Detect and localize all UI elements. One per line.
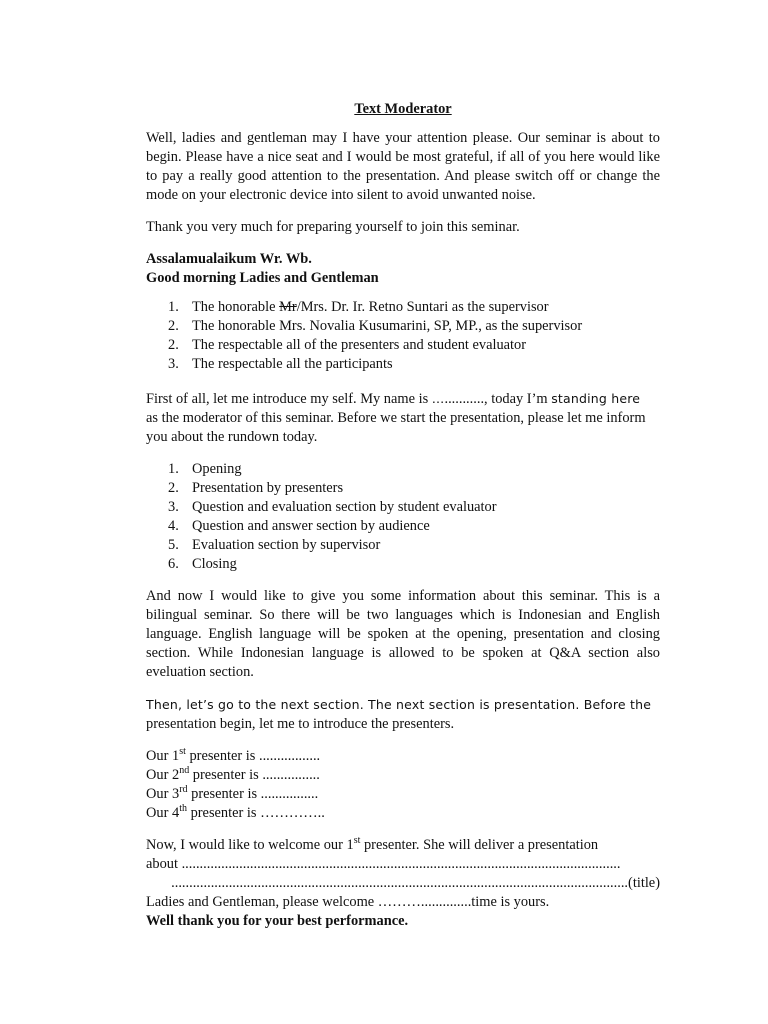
list-item: 2. The honorable Mrs. Novalia Kusumarini, SP, MP., as the supervisor (168, 318, 583, 334)
presenters-list (146, 747, 660, 823)
list-item: 2. The respectable all of the presenters and student evaluator (168, 337, 527, 353)
document-title: Text Moderator (354, 101, 452, 117)
presenter-line: Our 2nd presenter is ................ (146, 765, 320, 783)
next-section-paragraph: Then, let’s go to the next section. The next section is presentation. Before the presentation begin, let me to introduce the presenters. (146, 697, 652, 732)
list-item: 1. Opening (168, 461, 242, 477)
info-paragraph: And now I would like to give you some information about this seminar. This is a bilingual seminar. So there will be two languages which is Indonesian and English language. English language will be spoken at the opening, presentation and closing section. While Indonesian language is allowed to be spoken at Q&A section also eveluation section. (146, 588, 660, 680)
list-item: 6. Closing (168, 556, 237, 572)
honorables-list (146, 298, 660, 374)
welcome-section (146, 836, 660, 931)
list-item: 3. The respectable all the participants (168, 356, 393, 372)
presenter-line: Our 1st presenter is ................. (146, 746, 321, 764)
list-item: 3. Question and evaluation section by student evaluator (168, 499, 497, 515)
presenter-line: Our 4th presenter is ………….. (146, 803, 325, 821)
welcome-presenter-line: Ladies and Gentleman, please welcome ………..............time is yours. (146, 894, 550, 910)
list-item: 4. Question and answer section by audience (168, 518, 430, 534)
greeting-line-2: Good morning Ladies and Gentleman (146, 270, 379, 286)
struck-text: Mr (279, 299, 297, 315)
presenter-line: Our 3rd presenter is ................ (146, 784, 319, 802)
welcome-line: Now, I would like to welcome our 1st presenter. She will deliver a presentation (146, 835, 599, 853)
closing-thanks-line: Well thank you for your best performance. (146, 913, 409, 929)
list-item: 1. The honorable Mr/Mrs. Dr. Ir. Retno Suntari as the supervisor (168, 299, 549, 315)
document-page (146, 100, 660, 931)
thank-you-paragraph: Thank you very much for preparing yourself to join this seminar. (146, 219, 520, 235)
intro-paragraph: Well, ladies and gentleman may I have your attention please. Our seminar is about to begin. Please have a nice seat and I would be most grateful, if all of you here would like to pay a really good attention to the presentation. And please switch off or change the mode on your electronic device into silent to avoid unwanted noise. (146, 130, 660, 203)
about-line: about .......................................................................................................................... (146, 856, 621, 872)
title-line: ...............................................................................................................................(title) (171, 875, 660, 891)
list-item: 5. Evaluation section by supervisor (168, 537, 381, 553)
rundown-list (146, 460, 660, 574)
list-item: 2. Presentation by presenters (168, 480, 344, 496)
introduce-paragraph: First of all, let me introduce my self. My name is …..........., today I’m standing here as the moderator of this seminar. Before we start the presentation, please let me inform you about the rundown today. (146, 391, 646, 445)
greeting-line-1: Assalamualaikum Wr. Wb. (146, 251, 312, 267)
